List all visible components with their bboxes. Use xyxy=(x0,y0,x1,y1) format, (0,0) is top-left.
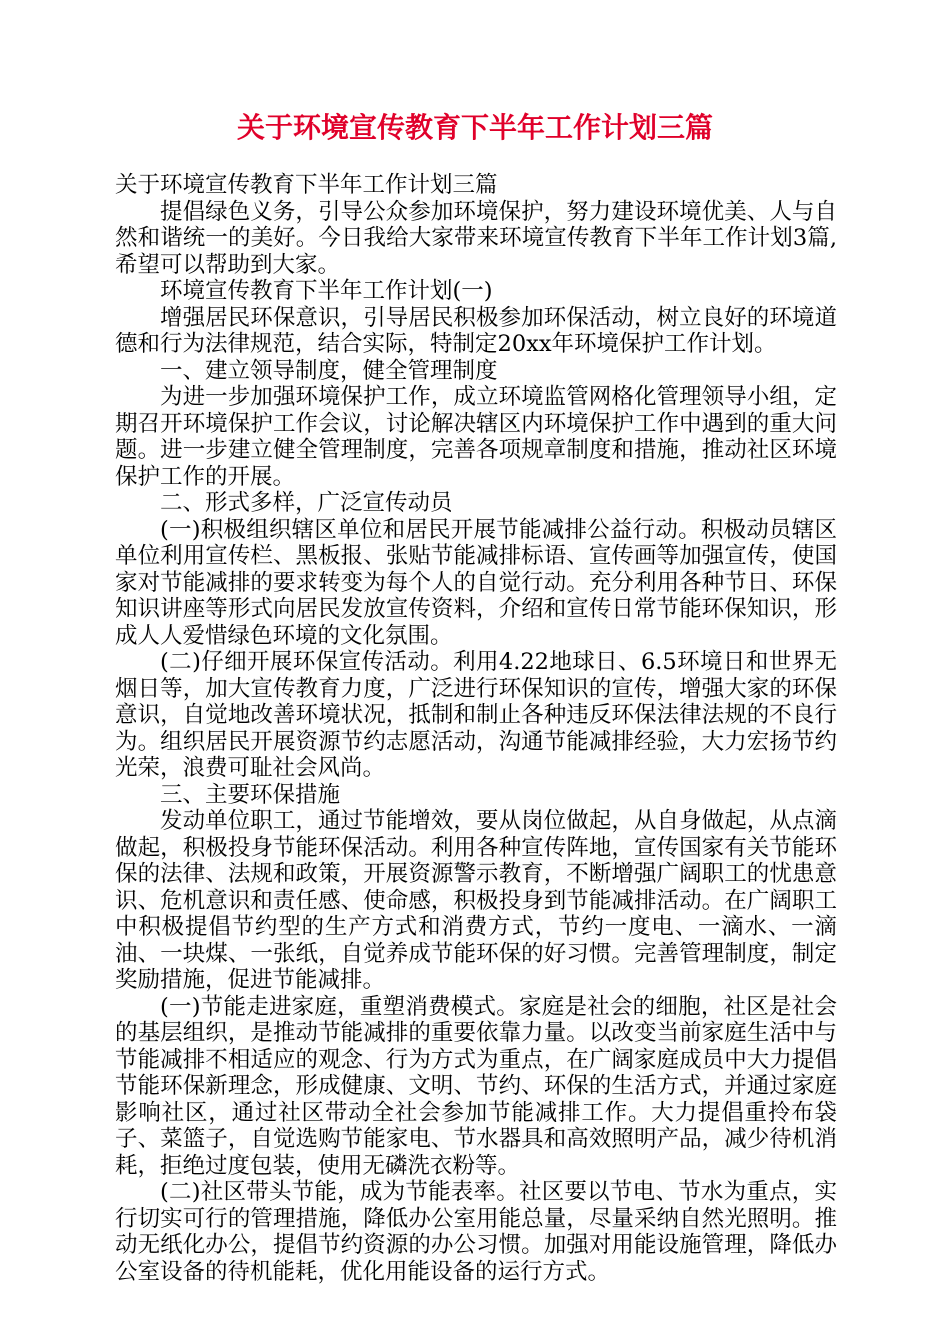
body-paragraph: 为进一步加强环境保护工作，成立环境监管网格化管理领导小组，定期召开环境保护工作会议，讨论解决辖区内环境保护工作中遇到的重大问题。进一步建立健全管理制度，完善各项规章制度和措施，推动社区环境保护工作的开展。 xyxy=(115,384,837,490)
document-body xyxy=(115,172,837,1285)
body-paragraph: (二)社区带头节能，成为节能表率。社区要以节电、节水为重点，实行切实可行的管理措施，降低办公室用能总量，尽量采纳自然光照明。推动无纸化办公，提倡节约资源的办公习惯。加强对用能设施管理，降低办公室设备的待机能耗，优化用能设备的运行方式。 xyxy=(115,1179,837,1285)
section-heading: 一、建立领导制度，健全管理制度 xyxy=(160,357,498,384)
body-paragraph: 发动单位职工，通过节能增效，要从岗位做起，从自身做起，从点滴做起，积极投身节能环保活动。利用各种宣传阵地，宣传国家有关节能环保的法律、法规和政策，开展资源警示教育，不断增强广阔职工的忧患意识、危机意识和责任感、使命感，积极投身到节能减排活动。在广阔职工中积极提倡节约型的生产方式和消费方式，节约一度电、一滴水、一滴油、一块煤、一张纸，自觉养成节能环保的好习惯。完善管理制度，制定奖励措施，促进节能减排。 xyxy=(115,808,837,993)
plan-heading: 环境宣传教育下半年工作计划(一) xyxy=(160,278,493,304)
section-heading: 三、主要环保措施 xyxy=(160,781,341,808)
body-paragraph: (二)仔细开展环保宣传活动。利用4.22地球日、6.5环境日和世界无烟日等，加大宣传教育力度，广泛进行环保知识的宣传，增强大家的环保意识，自觉地改善环境状况，抵制和制止各种违反环保法律法规的不良行为。组织居民开展资源节约志愿活动，沟通节能减排经验，大力宏扬节约光荣，浪费可耻社会风尚。 xyxy=(115,649,837,781)
section-heading: 二、形式多样，广泛宣传动员 xyxy=(160,490,453,516)
document-subtitle: 关于环境宣传教育下半年工作计划三篇 xyxy=(115,172,498,198)
body-paragraph: (一)积极组织辖区单位和居民开展节能减排公益行动。积极动员辖区单位利用宣传栏、黑板报、张贴节能减排标语、宣传画等加强宣传，使国家对节能减排的要求转变为每个人的自觉行动。充分利用各种节日、环保知识讲座等形式向居民发放宣传资料，介绍和宣传日常节能环保知识，形成人人爱惜绿色环境的文化氛围。 xyxy=(115,516,837,649)
intro-paragraph: 提倡绿色义务，引导公众参加环境保护，努力建设环境优美、人与自然和谐统一的美好。今日我给大家带来环境宣传教育下半年工作计划3篇,希望可以帮助到大家。 xyxy=(115,198,837,278)
body-paragraph: (一)节能走进家庭，重塑消费模式。家庭是社会的细胞，社区是社会的基层组织，是推动节能减排的重要依靠力量。以改变当前家庭生活中与节能减排不相适应的观念、行为方式为重点，在广阔家庭成员中大力提倡节能环保新理念，形成健康、文明、节约、环保的生活方式，并通过家庭影响社区，通过社区带动全社会参加节能减排工作。大力提倡重拎布袋子、菜篮子，自觉选购节能家电、节水器具和高效照明产品，减少待机消耗，拒绝过度包装，使用无磷洗衣粉等。 xyxy=(115,993,837,1179)
body-paragraph: 增强居民环保意识，引导居民积极参加环保活动，树立良好的环境道德和行为法律规范，结合实际，特制定20xx年环境保护工作计划。 xyxy=(115,304,837,357)
document-title: 关于环境宣传教育下半年工作计划三篇 xyxy=(236,111,713,144)
